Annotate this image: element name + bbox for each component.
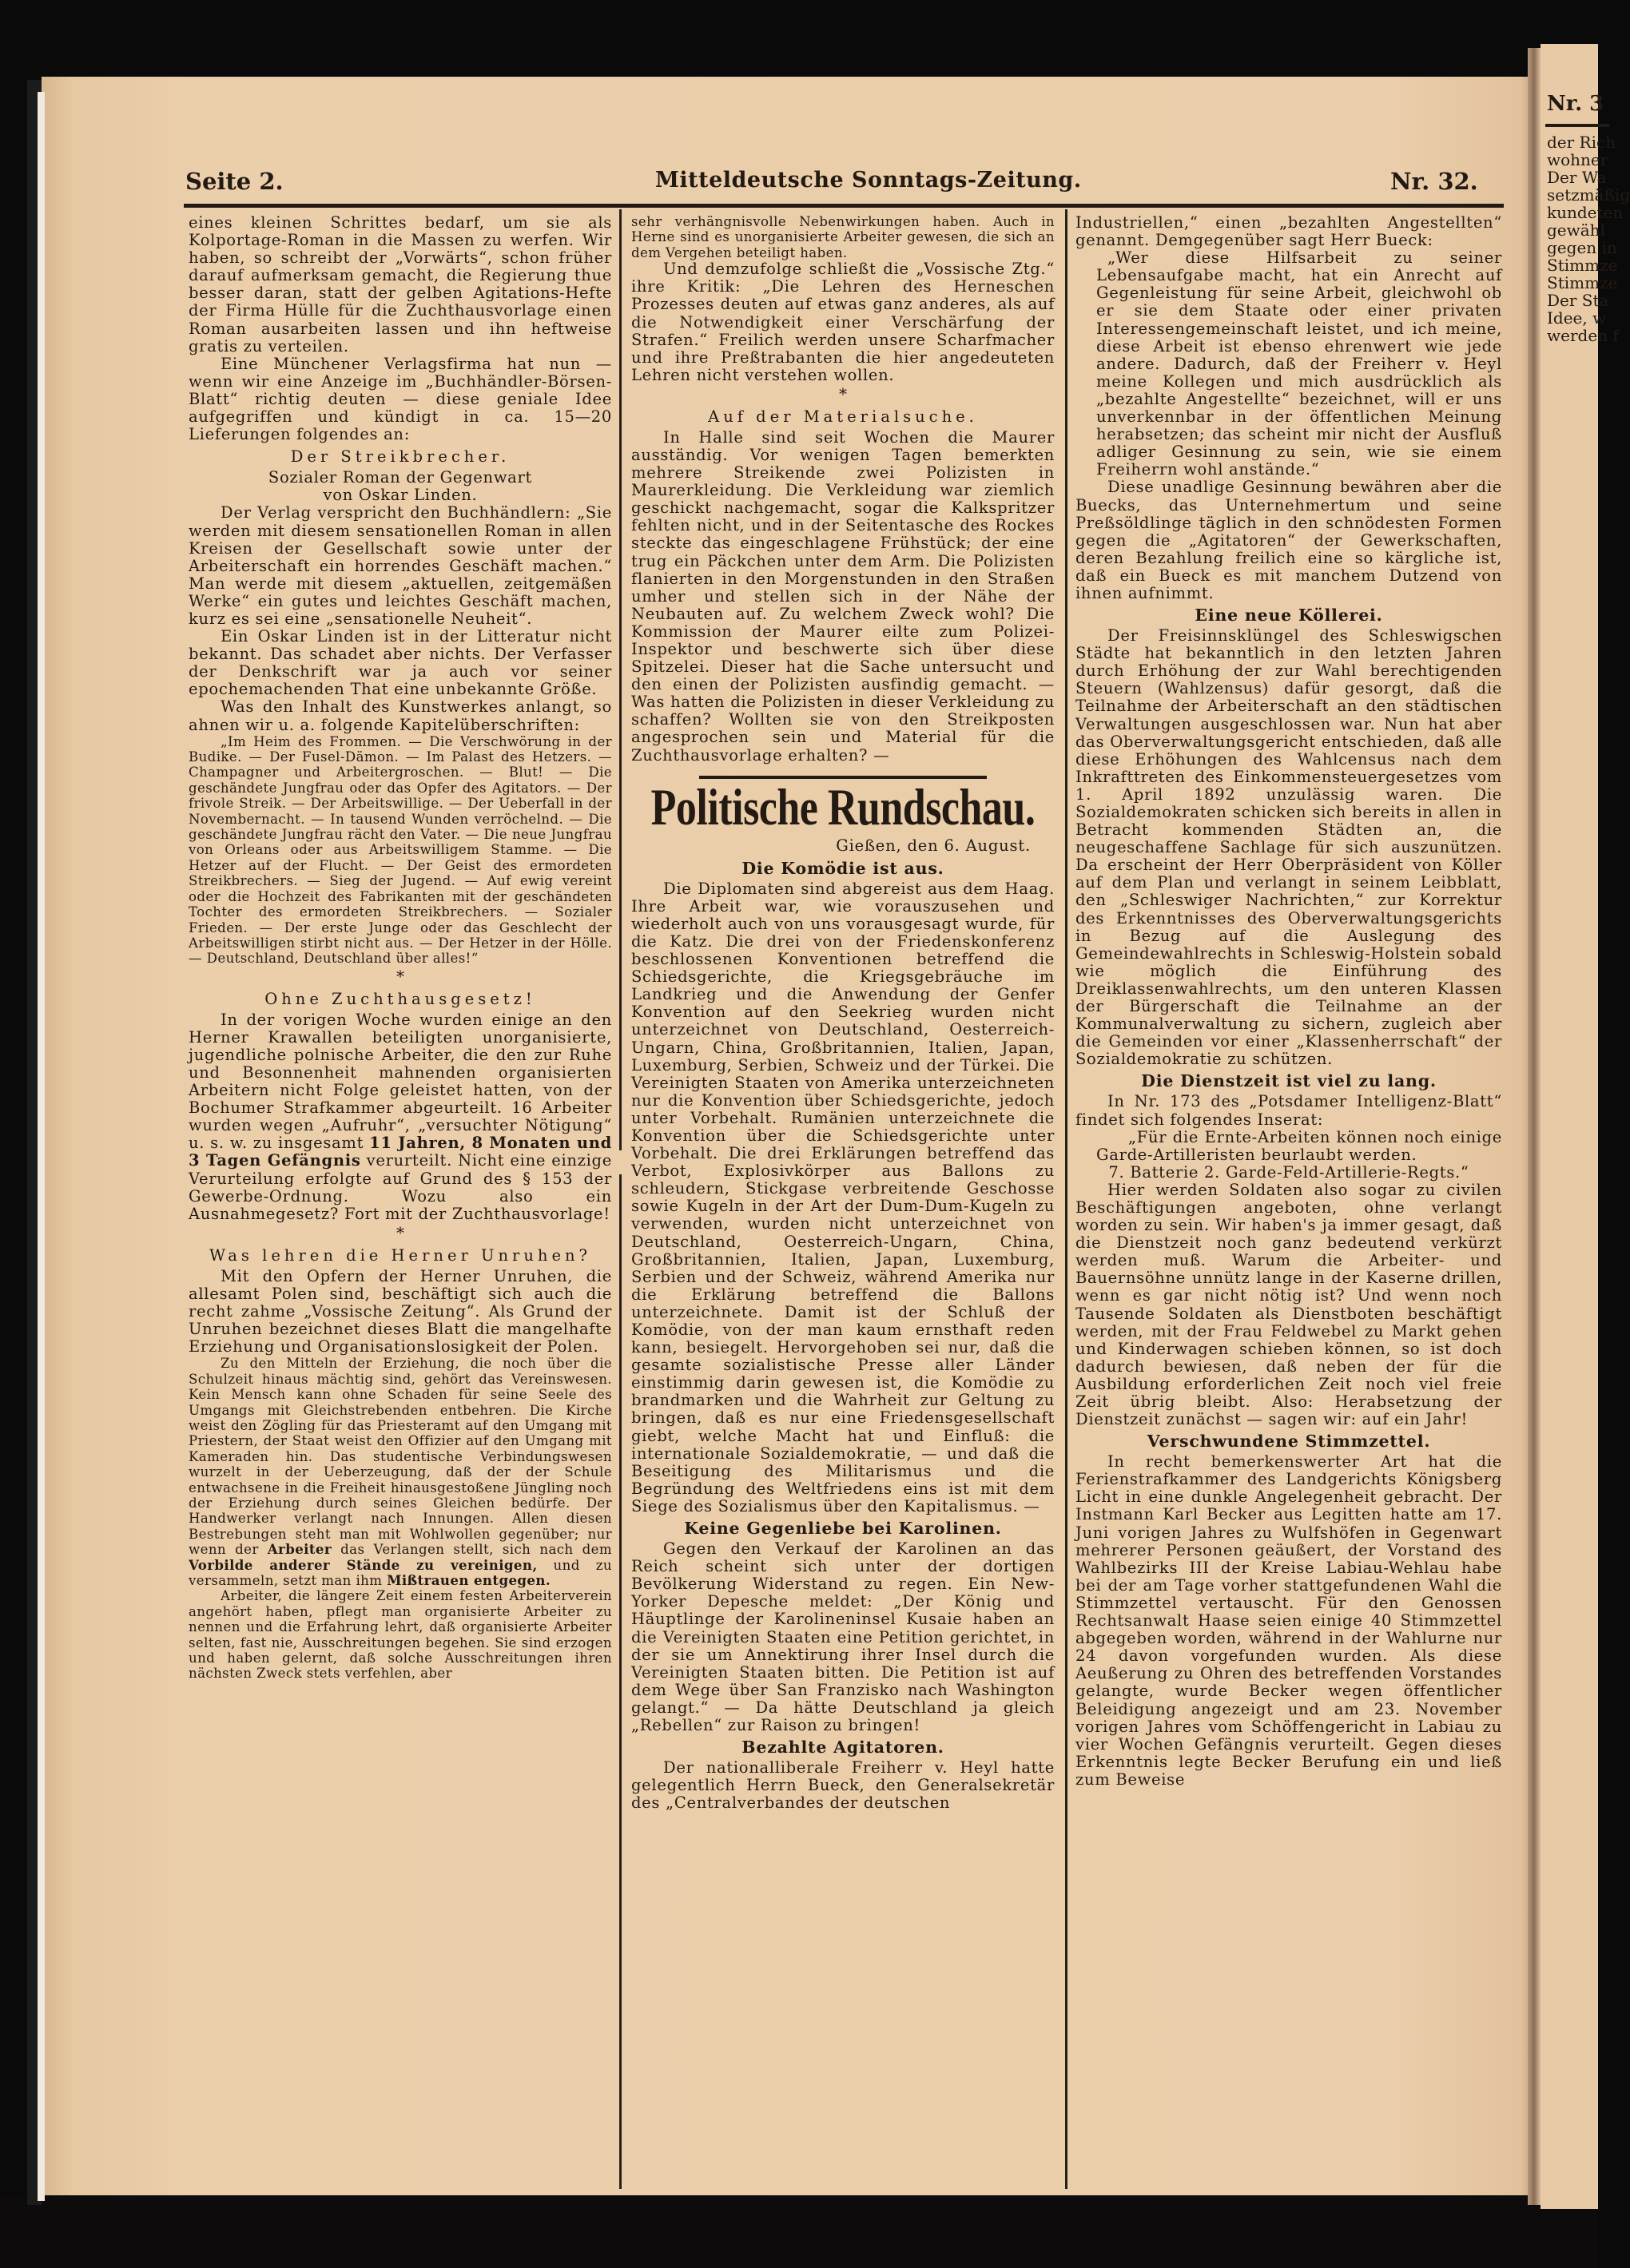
fragment: wohner [1547, 150, 1608, 169]
binding-edge [38, 92, 45, 2201]
paragraph: Was den Inhalt des Kunstwerkes anlangt, so ahnen wir u. a. folgende Kapitelüberschriften: [189, 697, 612, 734]
article-heading: Keine Gegenliebe bei Karolinen. [684, 1519, 1002, 1539]
paragraph: Die Diplomaten sind abgereist aus dem Haag. Ihre Arbeit war, wie vorauszusehen und wiederholt auch von uns vorausgesagt wurde, für die Katz. Die drei von der Friedenskonferenz beschlossenen Konventionen betreffend die Schiedsgerichte, die Kriegsgebräuche im Landkrieg und die Anwendung der Genfer Konvention auf den Seekrieg wurden nicht unterzeichnet von Deutschland, Oesterreich-Ungarn, China, Großbritannien, Italien, Japan, Luxemburg, Serbien, Schweiz und der Türkei. Die Vereinigten Staaten von Amerika unterzeichneten nur die Konvention über Schiedsgerichte, jedoch unter Vorbehalt. Rumänien unterzeichnete die Konvention über die Schiedsgerichte unter Vorbehalt. Die drei Erklärungen betreffend das Verbot, Explosivkörper aus Ballons zu schleudern, Stickgase verbreitende Geschosse sowie Kugeln in der Art der Dum-Dum-Kugeln zu verwenden, wurden nicht unterzeichnet von Deutschland, Oesterreich-Ungarn, China, Großbritannien, Italien, Japan, Luxemburg, Serbien und der Schweiz, während Amerika nur die Erklärung betreffend die Ballons unterzeichnete. Damit ist der Schluß der Komödie, von der man kaum ernsthaft reden kann, besiegelt. Hervorgehoben sei nur, daß die gesamte sozialistische Presse aller Länder einstimmig darin gewesen ist, die Komödie zu brandmarken und die Wahrheit zur Geltung zu bringen, daß es nur eine Friedensgesellschaft giebt, welche Macht hat und Einfluß: die internationale Sozialdemokratie, — und daß die Beseitigung des Militarismus und die Begründung des Weltfriedens eins ist mit dem Siege des Sozialismus über den Kapitalismus. — [631, 879, 1055, 1515]
chapter-list: „Im Heim des Frommen. — Die Verschwörung in der Budike. — Der Fusel-Dämon. — Im Palast des Hetzers. — Champagner und Arbeitergroschen. — Blut! — Die geschändete Jungfrau oder das Opfer des Agitators. — Der frivole Streik. — Der Arbeitswillige. — Der Ueberfall in der Novembernacht. — In tausend Wunden verröchelnd. — Die geschändete Jungfrau rächt den Vater. — Die neue Jungfrau von Orleans oder aus Arbeitswilligem Stamme. — Die Hetzer auf der Flucht. — Der Geist des ermordeten Streikbrechers. — Sieg der Jugend. — Auf ewig vereint oder die Hochzeit des Fabrikanten mit der geschändeten Tochter des ermordeten Streikbrechers. — Sozialer Frieden. — Der erste Junge oder das Geschlecht der Arbeitswilligen stirbt nicht aus. — Der Hetzer in der Hölle. — Deutschland, Deutschland über alles!“ [189, 733, 612, 967]
fragment: der Rich [1547, 133, 1616, 152]
separator: * [839, 383, 847, 403]
paragraph: Der nationalliberale Freiherr v. Heyl hatte gelegentlich Herrn Bueck, den Generalsekretär des „Centralverbandes der deutschen [631, 1758, 1055, 1813]
masthead: Mitteldeutsche Sonntags-Zeitung. [655, 168, 1082, 193]
section-rule [699, 776, 987, 779]
article-heading: Eine neue Köllerei. [1195, 606, 1383, 626]
separator: * [396, 966, 404, 986]
paragraph: Arbeiter, die längere Zeit einem festen Arbeiterverein angehört haben, pflegt man organisierte Arbeiter zu nennen und die Erfahrung lehrt, daß organisierte Arbeiter selten, fast nie, Ausschreitungen begehen. Sie sind erzogen und haben gelernt, daß solche Ausschreitungen ihren nächsten Zweck stets verfehlen, aber [189, 1588, 612, 1682]
fragment: werden f [1547, 326, 1619, 345]
fragment: gegen in [1547, 238, 1617, 257]
section-heading: Was lehren die Herner Unruhen? [209, 1245, 592, 1265]
quotation-signature: 7. Batterie 2. Garde-Feld-Artillerie-Regts.“ [1108, 1162, 1469, 1182]
article-heading: Die Dienstzeit ist viel zu lang. [1141, 1071, 1437, 1091]
paragraph: Der Freisinnsklüngel des Schleswigschen Städte hat bekanntlich in den letzten Jahren durch Erhöhung der zur Wahl berechtigenden Steuern (Wahlzensus) dafür gesorgt, daß die Teilnahme der Arbeiterschaft an den städtischen Verwaltungen ausgeschlossen war. Nun hat aber das Oberverwaltungsgericht entschieden, daß alle diese Erhöhungen des Wahlcensus nach dem Inkrafttreten des Einkommensteuergesetzes vom 1. April 1892 unzulässig waren. Die Sozialdemokraten schicken sich bereits in allen in Betracht kommenden Städten an, die neugeschaffene Sachlage für sich auszunützen. Da erscheint der Herr Oberpräsident von Köller auf dem Plan und verlangt in seinem Leibblatt, den „Schleswiger Nachrichten,“ zur Korrektur des Erkenntnisses des Oberverwaltungsgerichts in Bezug auf die Auslegung des Gemeindewahlrechts in Schleswig-Holstein sobald wie möglich die Einführung des Dreiklassenwahlrechts, um den unteren Klassen der Bürgerschaft die Teilnahme an der Kommunalverwaltung zu sichern, zugleich aber die Gemeinden vor einer „Klassenherrschaft“ der Sozialdemokratie zu schützen. [1075, 626, 1502, 1069]
text: das Verlangen stellt, sich nach dem [332, 1542, 612, 1558]
paragraph: In recht bemerkenswerter Art hat die Ferienstrafkammer des Landgerichts Königsberg Licht in eine dunkle Angelegenheit gebracht. Der Instmann Karl Becker aus Legitten hatte am 17. Juni vorigen Jahres zu Wulfshöfen in Gegenwart mehrerer Personen geäußert, der Vorstand des Wahlbezirks III der Kreise Labiau-Wehlau habe bei der am Tage vorher stattgefundenen Wahl die Stimmzettel vertauscht. Für den Genossen Rechtsanwalt Haase seien einige 40 Stimmzettel abgegeben worden, während in der Wahlurne nur 24 davon vorgefunden wurden. Als diese Aeußerung zu Ohren des betreffenden Vorstandes gelangte, wurde Becker wegen öffentlicher Beleidigung angezeigt und am 23. November vorigen Jahres vom Schöffengericht in Labiau zu vier Wochen Gefängnis verurteilt. Gegen dieses Erkenntnis legte Becker Berufung ein und ließ zum Beweise [1075, 1452, 1502, 1789]
fragment: Der Wa [1547, 168, 1607, 187]
scan-background [0, 2195, 1598, 2268]
fragment: Idee, w [1547, 308, 1607, 328]
bold-text: Mißtrauen entgegen. [387, 1572, 551, 1588]
quotation: „Für die Ernte-Arbeiten können noch einige Garde-Artilleristen beurlaubt werden. [1096, 1127, 1502, 1164]
issue-number: Nr. 32. [1390, 168, 1478, 195]
paragraph: Ein Oskar Linden ist in der Litteratur nicht bekannt. Das schadet aber nichts. Der Verfasser der Denkschrift war ja auch vor seiner epochemachenden That eine unbekannte Größe. [189, 627, 612, 699]
novel-subtitle: Sozialer Roman der Gegenwart [268, 468, 533, 487]
paragraph: Diese unadlige Gesinnung bewähren aber die Buecks, das Unternehmertum und seine Preßsöldlinge täglich in den schnödesten Formen gegen die „Agitatoren“ der Gewerkschaften, deren Bezahlung freilich eine so kärgliche ist, daß ein Bueck es mit manchem Dutzend von ihnen aufnimmt. [1075, 478, 1502, 602]
section-heading: Ohne Zuchthausgesetz! [264, 989, 536, 1008]
dateline: Gießen, den 6. August. [836, 836, 1031, 855]
column-divider [1065, 209, 1067, 2189]
paragraph: Eine Münchener Verlagsfirma hat nun — wenn wir eine Anzeige im „Buchhändler-Börsen-Blatt“ richtig deuten — diese geniale Idee aufgegriffen und kündigt in ca. 15—20 Lieferungen folgendes an: [189, 354, 612, 444]
text: Zu den Mitteln der Erziehung, die noch über die Schulzeit hinaus mächtig sind, gehört das Vereinswesen. Kein Mensch kann ohne Schaden für seine Seele des Umgangs mit Gleichstrebenden entbehren. Die Kirche weist den Zögling für das Priesteramt auf den Umgang mit Priestern, der Staat weist den Offizier auf den Umgang mit Kameraden hin. Das studentische Verbindungswesen wurzelt in der Ueberzeugung, daß der der Schule entwachsene in die Freiheit hinausgestoßene Jüngling noch der Erziehung durch seines Gleichen bedürfe. Der Handwerker verlangt nach Innungen. Allen diesen Bestrebungen steht man mit Wohlwollen gegenüber; nur wenn der [189, 1356, 612, 1558]
column-2 [631, 214, 1055, 2127]
text: und zu versammeln, setzt man ihm [189, 1557, 612, 1588]
section-title: Politische Rundschau. [650, 779, 1036, 836]
next-page-issue: Nr. 3 [1547, 92, 1604, 116]
paragraph: Industriellen,“ einen „bezahlten Angestellten“ genannt. Demgegenüber sagt Herr Bueck: [1075, 213, 1502, 250]
fragment: Der Sta [1547, 291, 1609, 310]
article-heading: Die Komödie ist aus. [741, 858, 944, 878]
paragraph: Und demzufolge schließt die „Vossische Ztg.“ ihre Kritik: „Die Lehren des Herneschen Prozesses deuten auf etwas ganz anderes, als auf die Notwendigkeit einer Verschärfung der Strafen.“ Freilich werden unsere Scharfmacher und ihre Preßtrabanten die hier angedeuteten Lehren nicht verstehen wollen. [631, 260, 1055, 384]
paragraph: In Halle sind seit Wochen die Maurer ausständig. Vor wenigen Tagen bemerkten mehrere Streikende zwei Polizisten in Maurerkleidung. Die Verkleidung war ziemlich geschickt nachgemacht, sogar die Kalkspritzer fehlten nicht, und in der Seitentasche des Rockes steckte das eingeschlagene Frühstück; der eine trug ein Päckchen unter dem Arm. Die Polizisten flanierten in den Morgenstunden in den Straßen umher und stellen sich in der Nähe der Neubauten auf. Zu welchem Zweck wohl? Die Kommission der Maurer eilte zum Polizei-Inspektor und beschwerte sich über diese Spitzelei. Dieser hat die Sache untersucht und den einen der Polizisten ausfindig gemacht. — Was hatten die Polizisten in dieser Verkleidung zu schaffen? Wollten sie von den Streikposten angesprochen sein und Material für die Zuchthausvorlage erhalten? — [631, 427, 1055, 765]
paragraph: In Nr. 173 des „Potsdamer Intelligenz-Blatt“ findet sich folgendes Inserat: [1075, 1092, 1502, 1129]
next-page-text [1547, 133, 1630, 344]
fragment: gewähl [1547, 220, 1605, 240]
bold-text: 11 Jahren, 8 Monaten und 3 Tagen Gefängnis [189, 1134, 612, 1170]
novel-title: Der Streikbrecher. [290, 447, 511, 467]
column-3 [1075, 214, 1502, 2127]
novel-author: von Oskar Linden. [323, 486, 478, 505]
paragraph: Gegen den Verkauf der Karolinen an das Reich scheint sich unter der dortigen Bevölkerung Widerstand zu regen. Ein New-Yorker Depesche meldet: „Der König und Häuptlinge der Karolineninsel Kusaie haben an die Vereinigten Staaten eine Petition gerichtet, in der sie um Annektirung ihrer Insel durch die Vereinigten Staaten bitten. Die Petition ist auf dem Wege über San Franzisko nach Washington gelangt.“ — Da hätte Deutschland ja gleich „Rebellen“ zur Raison zu bringen! [631, 1539, 1055, 1734]
fragment: Stimmze [1547, 256, 1618, 275]
quotation: „Wer diese Hilfsarbeit zu seiner Lebensaufgabe macht, hat ein Anrecht auf Gegenleistung für seine Arbeit, gleichwohl ob er sie dem Staate oder einer privaten Interessengemeinschaft leistet, und ich meine, diese Arbeit ist ebenso ehrenwert wie jede andere. Dadurch, daß der Freiherr v. Heyl meine Kollegen und mich ausdrücklich als „bezahlte Angestellte“ bezeichnet, will er uns unverkennbar in der öffentlichen Meinung herabsetzen; das scheint mir nicht der Ausfluß adliger Gesinnung zu sein, wie sie einem Freiherrn wohl anstände.“ [1096, 248, 1502, 479]
column-1 [189, 214, 612, 2127]
column-divider [619, 209, 622, 1150]
text: In der vorigen Woche wurden einige an den Herner Krawallen beteiligten unorganisierte, jugendliche polnische Arbeiter, die den zur Ruhe und Besonnenheit mahnenden organisierten Arbeitern nicht Folge geleistet hatten, von der Bochumer Strafkammer abgeurteilt. 16 Arbeiter wurden wegen „Aufruhr“, „versuchter Nötigung“ u. s. w. zu insgesamt [189, 1010, 612, 1153]
paragraph: sehr verhängnisvolle Nebenwirkungen haben. Auch in Herne sind es unorganisierte Arbeiter gewesen, die sich an dem Vergehen beteiligt haben. [631, 214, 1055, 260]
fragment: kundeten [1547, 203, 1624, 222]
next-page-rule [1545, 124, 1609, 127]
page-gutter [1528, 48, 1541, 2205]
paragraph [189, 1356, 612, 1588]
separator: * [396, 1222, 404, 1242]
text: verurteilt. Nicht eine einzige Verurteilung erfolgte auf Grund des § 153 der Gewerbe-Ordnung. Wozu also ein Ausnahmegesetz? Fort mit der Zuchthausvorlage! [189, 1151, 612, 1223]
article-heading: Verschwundene Stimmzettel. [1147, 1432, 1431, 1452]
article-heading: Bezahlte Agitatoren. [741, 1738, 944, 1758]
next-page-edge [1541, 44, 1630, 2209]
fragment: Stimmze [1547, 273, 1618, 292]
bold-text: Arbeiter [267, 1541, 332, 1558]
paragraph: Hier werden Soldaten also sogar zu civilen Beschäftigungen angeboten, ohne verlangt worden zu sein. Wir haben's ja immer gesagt, daß die Dienstzeit noch ganz bedeutend verkürzt werden muß. Warum die Arbeiter- und Bauernsöhne unnütz lange in der Kaserne drillen, wenn es gar nicht nötig ist? Und wenn noch Tausende Soldaten als Dienstboten beschäftigt werden, mit der Frau Feldwebel zu Markt gehen und Kinderwagen schieben können, so ist doch dadurch bewiesen, daß neben der für die Ausbildung erforderlichen Zeit noch viel freie Zeit übrig bleibt. Also: Herabsetzung der Dienstzeit zunächst — sagen wir: auf ein Jahr! [1075, 1180, 1502, 1429]
section-heading: Auf der Materialsuche. [708, 407, 978, 426]
page-number: Seite 2. [185, 168, 284, 195]
paragraph: eines kleinen Schrittes bedarf, um sie als Kolportage-Roman in die Massen zu werfen. Wir haben, so schreibt der „Vorwärts“, schon früher darauf aufmerksam gemacht, die Regierung thue besser daran, statt der gelben Agitations-Hefte der Firma Hülle für die Zuchthausvorlage einen Roman ausarbeiten lassen und ihn heftweise gratis zu verteilen. [189, 213, 612, 355]
bold-text: Vorbilde anderer Stände zu vereinigen, [189, 1556, 538, 1573]
paragraph [189, 1011, 612, 1223]
paragraph: Der Verlag verspricht den Buchhändlern: „Sie werden mit diesem sensationellen Roman in allen Kreisen der Gesellschaft sowie unter der Arbeiterschaft ein horrendes Geschäft machen.“ Man werde mit diesem „aktuellen, zeitgemäßen Werke“ ein gutes und leichtes Geschäft machen, kurz es sei eine „sensationelle Neuheit“. [189, 503, 612, 628]
column-divider [619, 1174, 622, 2189]
fragment: setzmäßig [1547, 185, 1630, 205]
paragraph: Mit den Opfern der Herner Unruhen, die allesamt Polen sind, beschäftigt sich auch die recht zahme „Vossische Zeitung“. Als Grund der Unruhen bezeichnet dieses Blatt die mangelhafte Erziehung und Organisationslosigkeit der Polen. [189, 1266, 612, 1356]
header-rule [184, 204, 1504, 208]
